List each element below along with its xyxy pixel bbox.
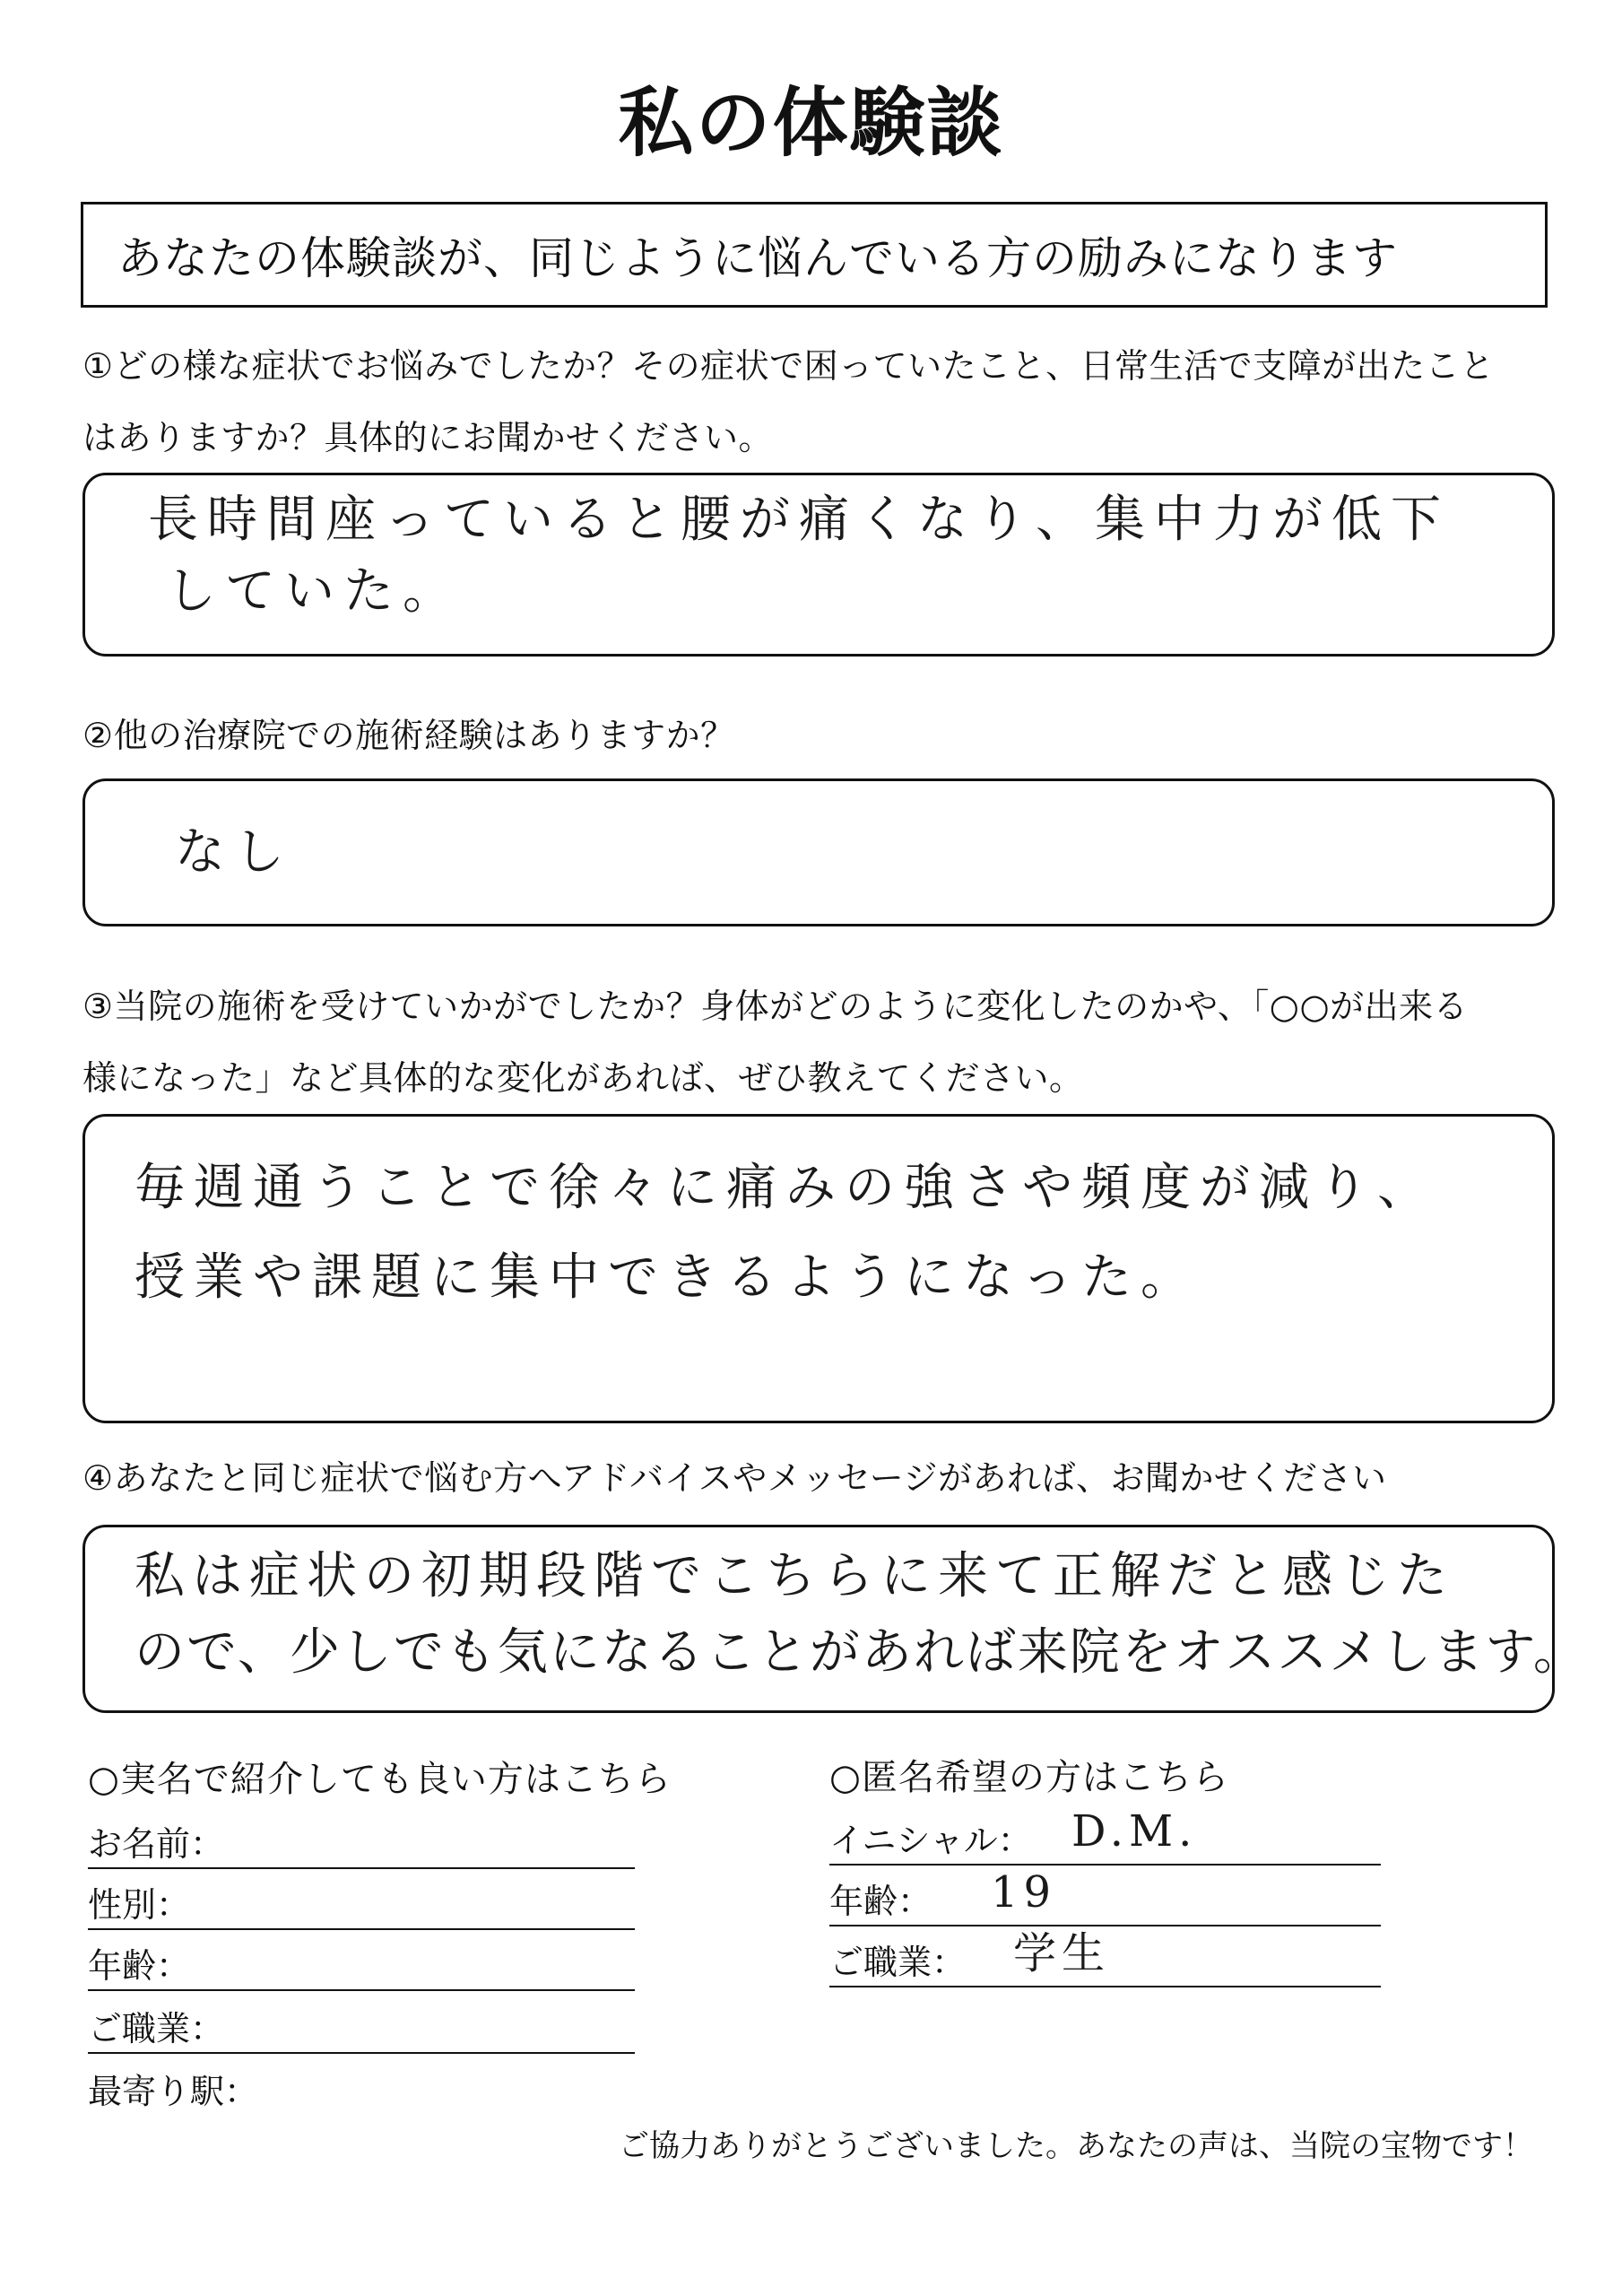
field-initials-label: イニシャル： — [829, 1821, 1032, 1860]
real-name-heading: ○実名で紹介しても良い方はこちら — [88, 1759, 672, 1800]
field-anon-occupation-value: 学生 — [1013, 1928, 1111, 1979]
field-occupation-label: ご職業： — [88, 2009, 225, 2048]
anonymous-heading: ○匿名希望の方はこちら — [829, 1757, 1229, 1798]
subtitle-banner — [81, 202, 1548, 308]
field-anon-occupation[interactable] — [829, 1928, 1381, 1987]
question-4-text: ④あなたと同じ症状で悩む方へアドバイスやメッセージがあれば、お聞かせください — [82, 1458, 1387, 1498]
field-anon-occupation-label: ご職業： — [829, 1943, 967, 1982]
question-2-text: ②他の治療院での施術経験はありますか？ — [82, 716, 735, 755]
answer-box-1 — [82, 473, 1555, 657]
answer-box-4 — [82, 1525, 1585, 1713]
question-4 — [82, 1442, 1571, 1514]
question-1 — [82, 330, 1571, 474]
answer-2-text: なし — [175, 823, 293, 882]
field-anon-age[interactable] — [829, 1867, 1381, 1926]
question-3-line-1: ③当院の施術を受けていかがでしたか？身体がどのように変化したのかや、「○○が出来る — [82, 987, 1469, 1026]
subtitle-text: あなたの体験談が、同じように悩んでいる方の励みになります — [117, 232, 1398, 284]
question-3-line-2: 様になった」など具体的な変化があれば、ぜひ教えてください。 — [82, 1058, 1084, 1098]
field-station[interactable] — [88, 2068, 635, 2115]
answer-3-line-2: 授業や課題に集中できるようになった。 — [134, 1248, 1200, 1307]
field-age-label: 年齢： — [88, 1946, 191, 1986]
question-2 — [82, 700, 1571, 771]
field-initials[interactable] — [829, 1806, 1381, 1866]
field-station-label: 最寄り駅： — [88, 2072, 259, 2111]
answer-1-line-1: 長時間座っていると腰が痛くなり、集中力が低下 — [148, 491, 1450, 549]
field-initials-value: D.M. — [1071, 1806, 1198, 1857]
answer-1-line-2: していた。 — [166, 562, 462, 621]
field-occupation[interactable] — [88, 2005, 635, 2054]
question-1-line-2: はありますか？具体的にお聞かせください。 — [82, 418, 774, 457]
field-name-label: お名前： — [88, 1824, 225, 1864]
answer-box-2 — [82, 778, 1555, 926]
question-1-line-1: ①どの様な症状でお悩みでしたか？その症状で困っていたこと、日常生活で支障が出たこと — [82, 346, 1495, 386]
answer-3-line-1: 毎週通うことで徐々に痛みの強さや頻度が減り、 — [134, 1159, 1436, 1217]
field-anon-age-value: 19 — [991, 1867, 1057, 1918]
field-age[interactable] — [88, 1943, 635, 1991]
footer-thanks: ご協力ありがとうございました。あなたの声は、当院の宝物です！ — [619, 2128, 1533, 2164]
field-anon-age-label: 年齢： — [829, 1882, 932, 1921]
field-gender-label: 性別： — [88, 1885, 191, 1925]
answer-4-line-2: ので、少しでも気になることがあれば来院をオススメします。 — [134, 1623, 1585, 1682]
question-3 — [82, 970, 1571, 1114]
answer-box-3 — [82, 1114, 1555, 1423]
answer-4-line-1: 私は症状の初期段階でこちらに来て正解だと感じた — [134, 1547, 1454, 1605]
field-gender[interactable] — [88, 1882, 635, 1930]
page-title: 私の体験談 — [618, 79, 1004, 167]
field-name[interactable] — [88, 1821, 635, 1869]
